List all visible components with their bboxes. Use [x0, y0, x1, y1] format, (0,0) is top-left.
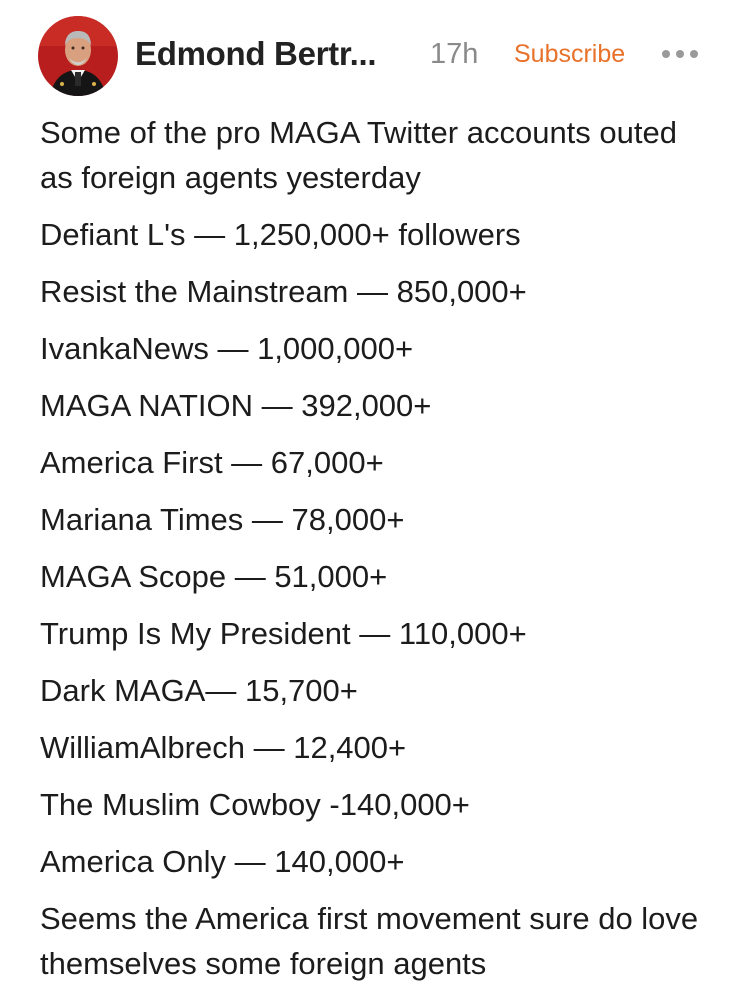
account-item: America First — 67,000+	[40, 445, 384, 480]
more-dot	[676, 50, 684, 58]
avatar-photo	[38, 16, 118, 96]
account-item: Defiant L's — 1,250,000+ followers	[40, 217, 521, 252]
account-item: The Muslim Cowboy -140,000+	[40, 787, 470, 822]
post-body	[40, 110, 740, 998]
account-item: Dark MAGA— 15,700+	[40, 673, 358, 708]
account-item: America Only — 140,000+	[40, 844, 405, 879]
post-intro-text: Some of the pro MAGA Twitter accounts outed as foreign agents yesterday	[40, 115, 677, 195]
account-item: MAGA Scope — 51,000+	[40, 559, 388, 594]
post-outro-text: Seems the America first movement sure do love themselves some foreign agents	[40, 901, 699, 981]
author-name[interactable]: Edmond Bertr...	[135, 35, 377, 72]
post-header	[0, 0, 756, 110]
post-timestamp: 17h	[430, 38, 479, 70]
post-outro	[40, 896, 740, 986]
more-dot	[662, 50, 670, 58]
more-dot	[690, 50, 698, 58]
account-item: IvankaNews — 1,000,000+	[40, 331, 414, 366]
more-options-icon[interactable]	[662, 47, 698, 61]
account-item: Resist the Mainstream — 850,000+	[40, 274, 527, 309]
subscribe-button[interactable]: Subscribe	[514, 40, 626, 68]
account-item: Trump Is My President — 110,000+	[40, 616, 527, 651]
author-avatar[interactable]	[38, 16, 118, 96]
post-intro	[40, 110, 740, 200]
account-item: MAGA NATION — 392,000+	[40, 388, 432, 423]
account-item: Mariana Times — 78,000+	[40, 502, 405, 537]
account-item: WilliamAlbrech — 12,400+	[40, 730, 407, 765]
